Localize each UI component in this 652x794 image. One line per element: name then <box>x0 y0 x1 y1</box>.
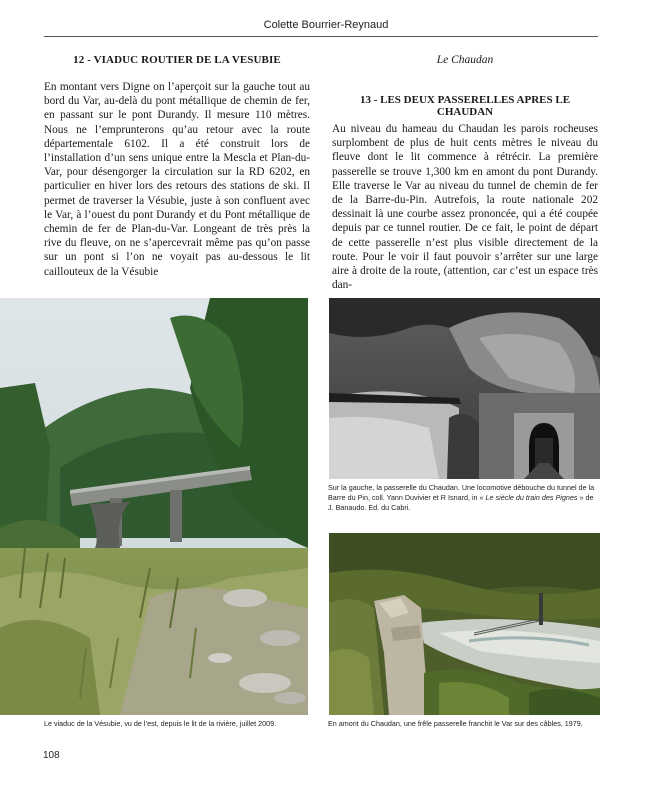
section-heading-viaduc: 12 - VIADUC ROUTIER DE LA VESUBIE <box>73 54 281 66</box>
section-subtitle-chaudan: Le Chaudan <box>436 54 494 66</box>
photo-viaduc-vesubie <box>0 298 308 715</box>
running-header: Colette Bourrier-Reynaud <box>263 19 389 31</box>
caption-passerelle-1979: En amont du Chaudan, une frêle passerelle franchit le Var sur des câbles, 1979. <box>328 719 583 728</box>
section-heading-passerelles: 13 - LES DEUX PASSERELLES APRES LE CHAUDAN <box>359 94 571 118</box>
caption-book-title: Le siècle du train des Pignes <box>485 493 578 502</box>
body-text-passerelles: Au niveau du hameau du Chaudan les parois rocheuses surplombent de plus de huit cents mètres le niveau du fleuve dont le lit commence à rétrécir. La première passerelle se trouve 1,300 km en amont du pont Durandy. Elle traverse le Var au niveau du tunnel de chemin de fer de la Barre-du-Pin. Autrefois, la route nationale 202 dessinait là une courbe assez prononcée, qui a été coupée depuis par ce tunnel routier. De ce fait, le point de départ de cette passerelle n’est plus visible directement de la route. Pour le voir il faut pouvoir s’arrêter sur une large aire à droite de la route, (attention, car c’est un espace très dan- <box>332 123 598 292</box>
caption-viaduc: Le viaduc de la Vésubie, vu de l’est, depuis le lit de la rivière, juillet 2009. <box>44 719 277 728</box>
photo-passerelle-chaudan-ancienne <box>329 298 600 479</box>
header-rule <box>44 36 598 37</box>
photo-passerelle-1979 <box>329 533 600 715</box>
page-number: 108 <box>43 750 60 761</box>
body-text-viaduc: En montant vers Digne on l’aperçoit sur la gauche tout au bord du Var, au-delà du pont métallique de chemin de fer, en passant sur le pont Durandy. Il mesure 110 mètres. Nous ne l’emprunterons qu’au retour avec la route départementale 6102. Il a été construit lors de l’installation d’un sens unique entre la Mescla et Plan-du-Var, pour désengorger la circulation sur la RD 6202, en particulier en hiver lors des retours des stations de ski. Il permet de traverser la Vésubie, juste à son confluent avec le Var, à l’ouest du pont Durandy et du Pont métallique de chemin de fer de Plan-du-Var. Longeant de très près la rive du fleuve, on ne s’apercevrait même pas qu’on passe sur un pont si l’on ne voyait pas au-dessous le lit caillouteux de la Vésubie <box>44 81 310 278</box>
caption-passerelle-ancienne <box>328 483 600 513</box>
caption-part-2: » de J. Banaudo. Ed. du Cabri. <box>328 493 594 512</box>
caption-part-1: Sur la gauche, la passerelle du Chaudan. Une locomotive débouche du tunnel de la Barre du Pin, coll. Yann Duvivier et R Isnard, in « <box>328 483 595 502</box>
